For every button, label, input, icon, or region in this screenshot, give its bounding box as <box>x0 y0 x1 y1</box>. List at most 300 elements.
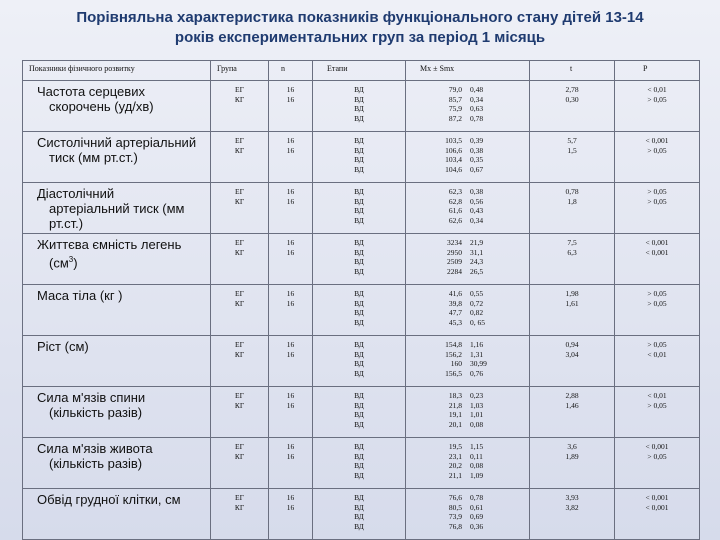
stage-value: ВД <box>354 155 364 164</box>
stage-value: ВД <box>354 196 364 206</box>
mean-cell <box>406 387 530 438</box>
group-cell <box>211 81 269 132</box>
mean-value: 20,2 <box>448 461 462 470</box>
group-cell <box>211 183 269 234</box>
mean-value: 156,5 <box>445 368 462 378</box>
t-eg: 1,98 <box>565 289 579 298</box>
error-value: 0,55 <box>470 289 484 298</box>
group-eg: ЕГ <box>235 340 244 349</box>
mean-value: 156,2 <box>445 349 462 359</box>
t-kg: 1,8 <box>567 197 577 206</box>
error-value: 0,78 <box>470 493 484 502</box>
p-cell <box>615 183 700 234</box>
indicator-name-cont <box>37 99 206 114</box>
mean-value: 154,8 <box>445 340 462 349</box>
stage-cell <box>313 81 406 132</box>
mean-cell <box>406 285 530 336</box>
mean-value: 18,3 <box>448 391 462 400</box>
stage-value: ВД <box>354 113 364 123</box>
p-eg: > 0,05 <box>647 340 667 349</box>
stage-value: ВД <box>354 419 364 429</box>
t-kg: 1,89 <box>565 452 579 461</box>
t-cell <box>530 438 615 489</box>
t-kg: 0,30 <box>565 95 579 104</box>
mean-pair <box>406 512 529 522</box>
n-cell <box>269 489 313 540</box>
error-value: 0,08 <box>470 461 484 470</box>
n-eg: 16 <box>286 493 295 502</box>
mean-value: 2284 <box>447 266 462 276</box>
mean-value: 106,6 <box>445 145 462 155</box>
group-cell <box>211 489 269 540</box>
group-cell <box>211 234 269 285</box>
error-value: 0,82 <box>470 308 484 317</box>
stage-value: ВД <box>354 289 364 298</box>
mean-cell <box>406 438 530 489</box>
n-kg: 16 <box>286 298 295 308</box>
table-row <box>23 234 700 285</box>
t-eg: 5,7 <box>567 136 577 145</box>
stage-cell <box>313 183 406 234</box>
error-value: 0,38 <box>470 145 484 155</box>
indicator-cell <box>23 438 211 489</box>
stage-value: ВД <box>354 266 364 276</box>
error-value: 0,11 <box>470 451 483 461</box>
n-kg: 16 <box>286 349 295 359</box>
t-kg: 1,46 <box>565 401 579 410</box>
p-cell <box>615 489 700 540</box>
p-eg: < 0,01 <box>647 391 667 400</box>
p-cell <box>615 387 700 438</box>
mean-value: 41,6 <box>448 289 462 298</box>
error-value: 0,61 <box>470 502 484 512</box>
stage-value: ВД <box>354 85 364 94</box>
indicator-name-cont <box>37 150 206 165</box>
group-eg: ЕГ <box>235 136 244 145</box>
stage-cell <box>313 132 406 183</box>
stage-value: ВД <box>354 298 364 308</box>
t-eg: 0,78 <box>565 187 579 196</box>
indicator-name: Маса тіла (кг ) <box>37 288 123 303</box>
n-cell <box>269 234 313 285</box>
group-kg: КГ <box>234 502 245 512</box>
n-cell <box>269 183 313 234</box>
mean-value: 104,6 <box>445 164 462 174</box>
group-kg: КГ <box>234 349 245 359</box>
indicator-name: Діастолічний <box>37 186 115 201</box>
stage-value: ВД <box>354 94 364 104</box>
indicator-cell <box>23 132 211 183</box>
p-cell <box>615 285 700 336</box>
mean-pair <box>406 85 529 95</box>
indicator-name-text: артеріальний тиск (мм рт.ст.) <box>49 201 185 231</box>
stage-value: ВД <box>354 410 364 419</box>
mean-pair <box>406 146 529 156</box>
table-row <box>23 438 700 489</box>
stage-cell <box>313 438 406 489</box>
p-eg: < 0,001 <box>645 442 669 451</box>
error-value: 0,35 <box>470 155 484 164</box>
n-cell <box>269 336 313 387</box>
stage-value: ВД <box>354 238 364 247</box>
stage-cell <box>313 387 406 438</box>
error-value: 0,39 <box>470 136 484 145</box>
indicator-name-cont <box>37 456 206 471</box>
indicator-name: Частота серцевих <box>37 84 145 99</box>
mean-pair <box>406 155 529 165</box>
table-row <box>23 336 700 387</box>
p-cell <box>615 234 700 285</box>
group-eg: ЕГ <box>235 391 244 400</box>
indicator-name: Сила м'язів спини <box>37 390 146 405</box>
n-eg: 16 <box>286 442 295 451</box>
stage-value: ВД <box>354 493 364 502</box>
mean-pair <box>406 104 529 114</box>
mean-pair <box>406 136 529 146</box>
group-eg: ЕГ <box>235 493 244 502</box>
group-kg: КГ <box>234 94 245 104</box>
p-kg: < 0,001 <box>645 503 669 512</box>
mean-value: 20,1 <box>448 419 462 429</box>
title-line-2: років експериментальних груп за період 1 місяць <box>174 29 546 46</box>
p-cell <box>615 81 700 132</box>
p-eg: < 0,01 <box>647 85 667 94</box>
mean-value: 23,1 <box>448 451 462 461</box>
indicator-name-text: тиск (мм рт.ст.) <box>49 150 138 165</box>
group-eg: ЕГ <box>235 442 244 451</box>
table-row <box>23 183 700 234</box>
stage-value: ВД <box>354 164 364 174</box>
n-kg: 16 <box>286 502 295 512</box>
t-cell <box>530 285 615 336</box>
indicator-name: Обвід грудної клітки, см <box>37 492 181 507</box>
mean-cell <box>406 234 530 285</box>
mean-pair <box>406 350 529 360</box>
n-kg: 16 <box>286 400 295 410</box>
comparison-table <box>22 60 700 540</box>
header-t: t <box>530 61 615 81</box>
indicator-name: Сила м'язів живота <box>37 441 153 456</box>
n-cell <box>269 387 313 438</box>
indicator-cell <box>23 183 211 234</box>
mean-value: 61,6 <box>448 206 462 215</box>
mean-value: 21,1 <box>448 470 462 480</box>
mean-value: 62,3 <box>448 187 462 196</box>
mean-cell <box>406 489 530 540</box>
table-row <box>23 132 700 183</box>
error-value: 0,69 <box>470 512 484 521</box>
error-value: 1,15 <box>470 442 484 451</box>
mean-pair <box>406 471 529 481</box>
group-kg: КГ <box>234 145 245 155</box>
error-value: 0,48 <box>470 85 484 94</box>
mean-pair <box>406 206 529 216</box>
n-eg: 16 <box>286 238 295 247</box>
error-value: 1,03 <box>470 400 484 410</box>
group-eg: ЕГ <box>235 289 244 298</box>
mean-pair <box>406 114 529 124</box>
error-value: 1,01 <box>470 410 484 419</box>
error-value: 0, 65 <box>470 317 485 327</box>
stage-value: ВД <box>354 368 364 378</box>
error-value: 24,3 <box>470 257 484 266</box>
group-kg: КГ <box>234 451 245 461</box>
p-kg: < 0,01 <box>647 350 667 359</box>
stage-value: ВД <box>354 359 364 368</box>
mean-value: 19,5 <box>448 442 462 451</box>
indicator-cell <box>23 234 211 285</box>
stage-value: ВД <box>354 502 364 512</box>
table-row <box>23 81 700 132</box>
error-value: 30,99 <box>470 359 487 368</box>
stage-value: ВД <box>354 136 364 145</box>
indicator-cell <box>23 285 211 336</box>
n-kg: 16 <box>286 451 295 461</box>
mean-pair <box>406 401 529 411</box>
stage-value: ВД <box>354 442 364 451</box>
stage-value: ВД <box>354 257 364 266</box>
mean-pair <box>406 522 529 532</box>
error-value: 0,36 <box>470 521 484 531</box>
mean-value: 79,0 <box>448 85 462 94</box>
mean-pair <box>406 267 529 277</box>
mean-value: 103,4 <box>445 155 462 164</box>
indicator-cell <box>23 336 211 387</box>
error-value: 0,63 <box>470 104 484 113</box>
header-group: Група <box>211 61 269 81</box>
header-p: P <box>615 61 700 81</box>
error-value: 1,16 <box>470 340 484 349</box>
mean-pair <box>406 308 529 318</box>
stage-value: ВД <box>354 400 364 410</box>
stage-value: ВД <box>354 470 364 480</box>
n-kg: 16 <box>286 196 295 206</box>
group-cell <box>211 438 269 489</box>
stage-value: ВД <box>354 145 364 155</box>
p-eg: < 0,001 <box>645 493 669 502</box>
mean-pair <box>406 461 529 471</box>
t-eg: 0,94 <box>565 340 579 349</box>
group-cell <box>211 285 269 336</box>
group-kg: КГ <box>234 400 245 410</box>
t-cell <box>530 489 615 540</box>
unit-superscript: 3 <box>68 255 74 264</box>
indicator-name-cont <box>37 405 206 420</box>
header-indicator: Показники фізичного розвитку <box>23 61 211 81</box>
table-row <box>23 387 700 438</box>
n-kg: 16 <box>286 145 295 155</box>
error-value: 0,08 <box>470 419 484 429</box>
title-line-1: Порівняльна характеристика показників функціонального стану дітей 13-14 <box>76 9 644 26</box>
indicator-cell <box>23 81 211 132</box>
p-cell <box>615 132 700 183</box>
stage-value: ВД <box>354 215 364 225</box>
p-eg: > 0,05 <box>647 187 667 196</box>
group-eg: ЕГ <box>235 187 244 196</box>
stage-value: ВД <box>354 206 364 215</box>
mean-value: 80,5 <box>448 502 462 512</box>
unit-close: ) <box>73 255 78 271</box>
group-eg: ЕГ <box>235 85 244 94</box>
n-kg: 16 <box>286 94 295 104</box>
mean-value: 3234 <box>447 238 462 247</box>
p-kg: > 0,05 <box>647 197 667 206</box>
stage-value: ВД <box>354 187 364 196</box>
t-eg: 7,5 <box>567 238 577 247</box>
indicator-name-text: (см <box>49 255 69 271</box>
mean-pair <box>406 442 529 452</box>
p-kg: > 0,05 <box>647 401 667 410</box>
error-value: 0,67 <box>470 164 484 174</box>
group-eg: ЕГ <box>235 238 244 247</box>
error-value: 26,5 <box>470 266 484 276</box>
mean-pair <box>406 452 529 462</box>
stage-cell <box>313 234 406 285</box>
slide-title <box>20 8 700 48</box>
n-eg: 16 <box>286 289 295 298</box>
stage-value: ВД <box>354 512 364 521</box>
error-value: 0,34 <box>470 215 484 225</box>
n-eg: 16 <box>286 85 295 94</box>
error-value: 0,38 <box>470 187 484 196</box>
error-value: 0,56 <box>470 196 484 206</box>
mean-pair <box>406 197 529 207</box>
mean-value: 21,8 <box>448 400 462 410</box>
mean-pair <box>406 187 529 197</box>
stage-value: ВД <box>354 104 364 113</box>
mean-value: 75,9 <box>448 104 462 113</box>
mean-pair <box>406 503 529 513</box>
error-value: 0,34 <box>470 94 484 104</box>
group-kg: КГ <box>234 247 245 257</box>
indicator-name: Систолічний артеріальний <box>37 135 197 150</box>
mean-value: 47,7 <box>448 308 462 317</box>
stage-cell <box>313 336 406 387</box>
mean-value: 2950 <box>447 247 462 257</box>
mean-value: 2509 <box>447 257 462 266</box>
mean-value: 62,8 <box>448 196 462 206</box>
mean-pair <box>406 289 529 299</box>
error-value: 0,43 <box>470 206 484 215</box>
error-value: 1,09 <box>470 470 484 480</box>
indicator-cell <box>23 387 211 438</box>
stage-value: ВД <box>354 317 364 327</box>
p-kg: > 0,05 <box>647 299 667 308</box>
mean-pair <box>406 248 529 258</box>
group-kg: КГ <box>234 298 245 308</box>
mean-value: 76,6 <box>448 493 462 502</box>
t-cell <box>530 183 615 234</box>
t-cell <box>530 234 615 285</box>
mean-pair <box>406 340 529 350</box>
stage-value: ВД <box>354 349 364 359</box>
t-kg: 3,82 <box>565 503 579 512</box>
n-cell <box>269 438 313 489</box>
error-value: 0,23 <box>470 391 484 400</box>
error-value: 21,9 <box>470 238 484 247</box>
mean-pair <box>406 359 529 369</box>
t-cell <box>530 387 615 438</box>
n-kg: 16 <box>286 247 295 257</box>
mean-pair <box>406 391 529 401</box>
p-kg: < 0,001 <box>645 248 669 257</box>
table-row <box>23 489 700 540</box>
t-cell <box>530 81 615 132</box>
mean-pair <box>406 420 529 430</box>
p-eg: > 0,05 <box>647 289 667 298</box>
mean-value: 87,2 <box>448 113 462 123</box>
header-row <box>23 61 700 81</box>
mean-value: 85,7 <box>448 94 462 104</box>
n-eg: 16 <box>286 136 295 145</box>
stage-value: ВД <box>354 308 364 317</box>
mean-value: 39,8 <box>448 298 462 308</box>
error-value: 1,31 <box>470 349 484 359</box>
stage-value: ВД <box>354 340 364 349</box>
t-kg: 1,61 <box>565 299 579 308</box>
header-stage: Етапи <box>313 61 406 81</box>
t-kg: 1,5 <box>567 146 577 155</box>
t-cell <box>530 336 615 387</box>
table-row <box>23 285 700 336</box>
t-eg: 3,6 <box>567 442 577 451</box>
t-eg: 3,93 <box>565 493 579 502</box>
stage-value: ВД <box>354 451 364 461</box>
n-cell <box>269 285 313 336</box>
mean-value: 76,8 <box>448 521 462 531</box>
mean-value: 103,5 <box>445 136 462 145</box>
mean-value: 45,3 <box>448 317 462 327</box>
t-kg: 6,3 <box>567 248 577 257</box>
mean-cell <box>406 81 530 132</box>
p-eg: < 0,001 <box>645 136 669 145</box>
mean-cell <box>406 183 530 234</box>
error-value: 0,72 <box>470 298 484 308</box>
mean-pair <box>406 257 529 267</box>
p-kg: > 0,05 <box>647 95 667 104</box>
t-kg: 3,04 <box>565 350 579 359</box>
stage-value: ВД <box>354 391 364 400</box>
error-value: 0,78 <box>470 113 484 123</box>
mean-cell <box>406 132 530 183</box>
n-eg: 16 <box>286 391 295 400</box>
p-eg: < 0,001 <box>645 238 669 247</box>
p-kg: > 0,05 <box>647 452 667 461</box>
group-cell <box>211 132 269 183</box>
indicator-name-text: (кількість разів) <box>49 405 143 420</box>
mean-pair <box>406 369 529 379</box>
stage-value: ВД <box>354 521 364 531</box>
mean-pair <box>406 216 529 226</box>
indicator-name: Життєва ємність легень <box>37 237 182 252</box>
p-cell <box>615 336 700 387</box>
n-cell <box>269 132 313 183</box>
mean-value: 160 <box>450 359 462 368</box>
indicator-name-text: скорочень (уд/хв) <box>49 99 154 114</box>
mean-value: 73,9 <box>448 512 462 521</box>
t-eg: 2,78 <box>565 85 579 94</box>
group-cell <box>211 387 269 438</box>
indicator-name-text: (кількість разів) <box>49 456 143 471</box>
stage-cell <box>313 489 406 540</box>
stage-value: ВД <box>354 461 364 470</box>
mean-pair <box>406 318 529 328</box>
mean-pair <box>406 493 529 503</box>
mean-pair <box>406 238 529 248</box>
error-value: 0,76 <box>470 368 484 378</box>
mean-pair <box>406 95 529 105</box>
header-n: n <box>269 61 313 81</box>
